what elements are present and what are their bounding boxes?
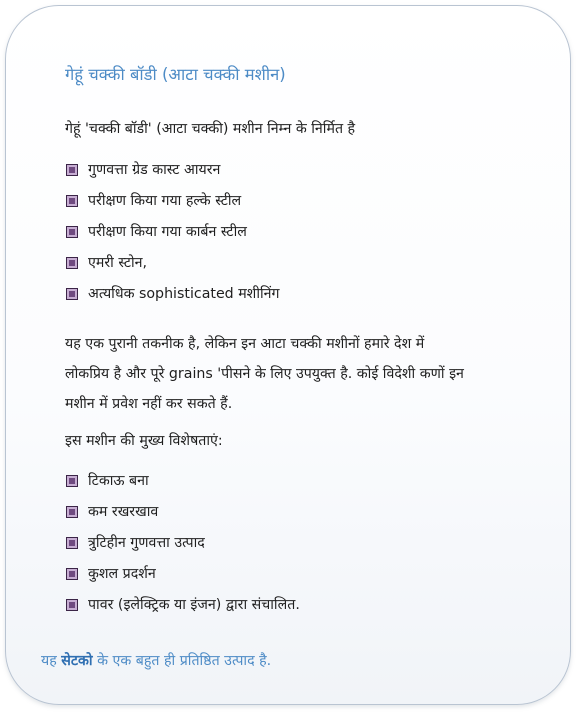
description-line: लोकप्रिय है और पूरे grains 'पीसने के लिए उपयुक्त है. कोई विदेशी कणों इन bbox=[65, 366, 464, 382]
square-bullet-icon bbox=[66, 475, 78, 487]
brand-name: सेटको bbox=[61, 653, 93, 669]
page-title: गेहूं चक्की बॉडी (आटा चक्की मशीन) bbox=[65, 65, 286, 84]
list-item-text: एमरी स्टोन, bbox=[88, 255, 148, 271]
list-item-text: परीक्षण किया गया हल्के स्टील bbox=[88, 193, 242, 209]
square-bullet-icon bbox=[66, 226, 78, 238]
square-bullet-icon bbox=[66, 599, 78, 611]
square-bullet-icon bbox=[66, 257, 78, 269]
list-item-text: कुशल प्रदर्शन bbox=[88, 566, 156, 582]
list-item bbox=[65, 498, 300, 529]
description-line: मशीन में प्रवेश नहीं कर सकते हैं. bbox=[65, 396, 233, 412]
footer-suffix: के एक बहुत ही प्रतिष्ठित उत्पाद है. bbox=[92, 653, 272, 669]
list-item-text: त्रुटिहीन गुणवत्ता उत्पाद bbox=[88, 535, 205, 551]
list-item-text: परीक्षण किया गया कार्बन स्टील bbox=[88, 224, 247, 240]
footer-prefix: यह bbox=[41, 653, 62, 669]
square-bullet-icon bbox=[66, 164, 78, 176]
list-item-text: टिकाऊ बना bbox=[88, 473, 149, 489]
intro-text: गेहूं 'चक्की बॉडी' (आटा चक्की) मशीन निम्न के निर्मित है bbox=[65, 121, 356, 137]
square-bullet-icon bbox=[66, 568, 78, 580]
list-item-text: गुणवत्ता ग्रेड कास्ट आयरन bbox=[88, 162, 221, 178]
square-bullet-icon bbox=[66, 288, 78, 300]
features-heading: इस मशीन की मुख्य विशेषताएं: bbox=[65, 433, 223, 449]
list-item bbox=[65, 156, 280, 187]
list-item bbox=[65, 187, 280, 218]
list-item bbox=[65, 560, 300, 591]
list-item bbox=[65, 218, 280, 249]
square-bullet-icon bbox=[66, 506, 78, 518]
description-line: यह एक पुरानी तकनीक है, लेकिन इन आटा चक्की मशीनों हमारे देश में bbox=[65, 336, 425, 352]
description-paragraph bbox=[65, 329, 545, 419]
list-item-text: कम रखरखाव bbox=[88, 504, 159, 520]
footer-note bbox=[41, 648, 271, 674]
materials-list bbox=[65, 156, 280, 311]
list-item bbox=[65, 591, 300, 622]
features-list bbox=[65, 467, 300, 622]
list-item-text: पावर (इलेक्ट्रिक या इंजन) द्वारा संचालित. bbox=[88, 597, 300, 613]
list-item bbox=[65, 529, 300, 560]
list-item bbox=[65, 249, 280, 280]
list-item-text: अत्यधिक sophisticated मशीनिंग bbox=[88, 286, 280, 302]
list-item bbox=[65, 280, 280, 311]
square-bullet-icon bbox=[66, 537, 78, 549]
list-item bbox=[65, 467, 300, 498]
square-bullet-icon bbox=[66, 195, 78, 207]
content-card bbox=[5, 5, 571, 705]
